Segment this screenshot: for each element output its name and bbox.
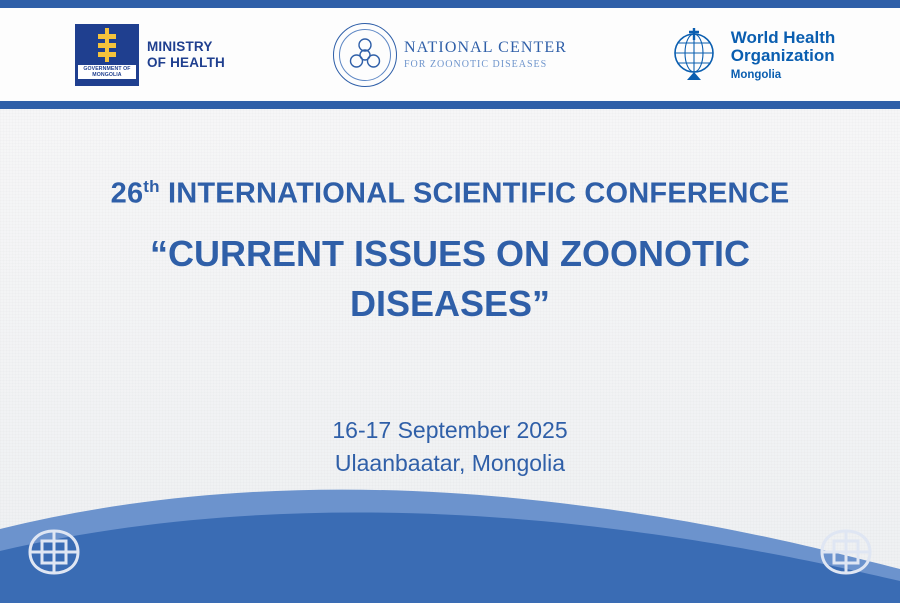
bottom-wave-decoration: [0, 463, 900, 603]
logo-world-health-organization: [600, 8, 900, 101]
biohazard-icon: [345, 35, 385, 75]
nczd-line-2: FOR ZOONOTIC DISEASES: [404, 59, 548, 70]
government-of-mongolia-label: GOVERNMENT OF MONGOLIA: [78, 65, 136, 79]
ministry-line-2: OF HEALTH: [146, 54, 226, 70]
header-accent-bar: [0, 101, 900, 109]
event-date: 16-17 September 2025: [332, 417, 568, 443]
who-line-2: Organization: [730, 45, 835, 65]
soyombo-symbol-icon: [96, 28, 118, 62]
logo-ministry-of-health: [0, 8, 300, 101]
ministry-of-health-text: [147, 39, 225, 71]
conference-theme: “CURRENT ISSUES ON ZOONOTIC DISEASES”: [149, 232, 751, 324]
conference-heading: [0, 177, 900, 211]
who-country-label: Mongolia: [730, 68, 782, 81]
top-accent-bar: [0, 0, 900, 8]
ministry-line-1: MINISTRY: [146, 38, 213, 54]
logo-header: [0, 8, 900, 101]
conference-number: 26: [110, 177, 144, 210]
nczd-line-1: NATIONAL CENTER: [404, 39, 567, 56]
conference-title-text: INTERNATIONAL SCIENTIFIC CONFERENCE: [159, 177, 790, 210]
who-line-1: World Health: [730, 27, 836, 47]
ulzii-knot-right-icon: [808, 523, 884, 581]
logo-national-center-zoonotic-diseases: [300, 8, 600, 101]
ulzii-knot-left-icon: [16, 523, 92, 581]
event-location: Ulaanbaatar, Mongolia: [334, 450, 566, 476]
slide-body: [0, 109, 900, 603]
title-block: [0, 177, 900, 329]
nczd-seal-icon: [333, 23, 397, 87]
who-emblem-icon: [665, 26, 723, 84]
nczd-name-text: [404, 39, 567, 70]
conference-number-suffix: th: [143, 177, 160, 196]
mongolia-state-emblem-icon: [75, 24, 139, 86]
